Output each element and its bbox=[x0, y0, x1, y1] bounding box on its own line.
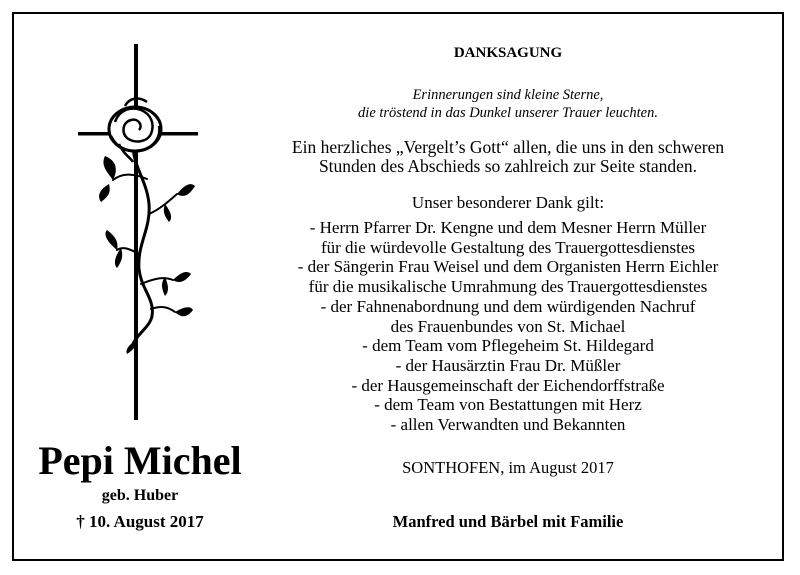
notice-heading: DANKSAGUNG bbox=[453, 45, 563, 61]
list-item: - der Hausgemeinschaft der Eichendorffstraße bbox=[351, 375, 665, 395]
rose-bloom-icon bbox=[109, 99, 161, 162]
quote-block bbox=[228, 86, 788, 122]
list-item: für die musikalische Umrahmung des Trauergottesdienstes bbox=[308, 277, 708, 297]
death-date: † 10. August 2017 bbox=[76, 512, 204, 531]
list-item: des Frauenbundes von St. Michael bbox=[390, 316, 626, 336]
list-item: - allen Verwandten und Bekannten bbox=[390, 415, 626, 435]
place-date: SONTHOFEN, im August 2017 bbox=[402, 458, 614, 477]
deceased-name: Pepi Michel bbox=[38, 438, 242, 483]
cross-icon bbox=[78, 44, 198, 420]
maiden-name: geb. Huber bbox=[101, 487, 179, 504]
cross-with-rose-icon bbox=[75, 44, 205, 420]
list-item: - dem Team von Bestattungen mit Herz bbox=[374, 395, 642, 415]
thanks-line: Stunden des Abschieds so zahlreich zur Seite standen. bbox=[318, 156, 698, 176]
special-thanks-list bbox=[228, 218, 788, 435]
signature: Manfred und Bärbel mit Familie bbox=[392, 512, 624, 531]
thanks-line: Ein herzliches „Vergelt’s Gott“ allen, die uns in den schweren bbox=[291, 137, 725, 157]
list-item: - der Fahnenabordnung und dem würdigenden Nachruf bbox=[320, 296, 696, 316]
list-item: - der Sängerin Frau Weisel und dem Organisten Herrn Eichler bbox=[297, 257, 719, 277]
quote-line: Erinnerungen sind kleine Sterne, bbox=[412, 87, 604, 103]
list-item: - dem Team vom Pflegeheim St. Hildegard bbox=[362, 336, 654, 356]
list-item: - Herrn Pfarrer Dr. Kengne und dem Mesner Herrn Müller bbox=[309, 218, 707, 237]
special-thanks-intro: Unser besonderer Dank gilt: bbox=[411, 193, 605, 212]
rose-stem-icon bbox=[113, 148, 177, 344]
thanks-paragraph bbox=[228, 138, 788, 176]
list-item: für die würdevolle Gestaltung des Trauergottesdienstes bbox=[320, 237, 696, 257]
quote-line: die tröstend in das Dunkel unserer Trauer leuchten. bbox=[358, 105, 658, 121]
list-item: - der Hausärztin Frau Dr. Müßler bbox=[395, 355, 621, 375]
